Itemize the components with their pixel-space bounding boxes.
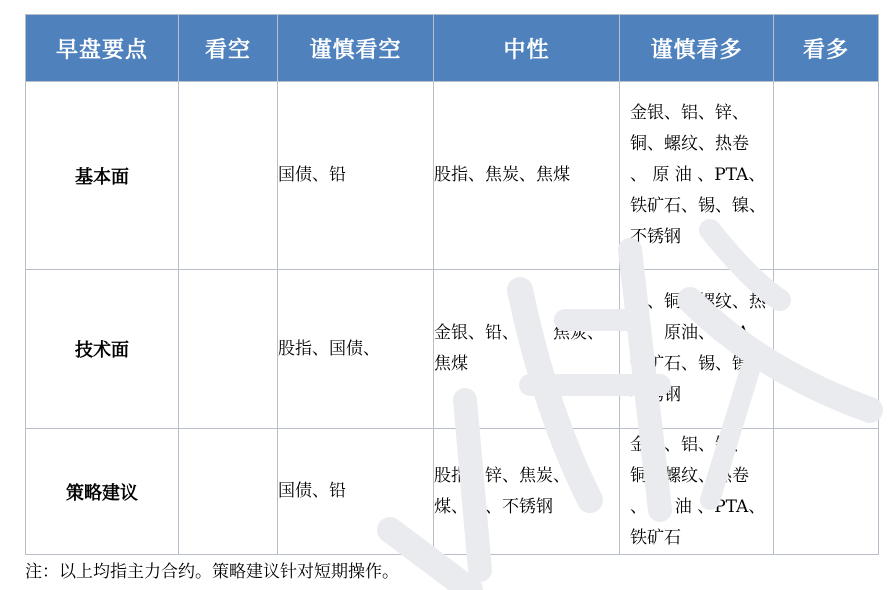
row-label-fundamentals: 基本面	[26, 82, 179, 270]
cell-bearish	[179, 270, 278, 429]
row-label-strategy: 策略建议	[26, 429, 179, 555]
header-cautious-bearish: 谨慎看空	[278, 15, 434, 82]
cell-bullish	[774, 429, 879, 555]
cell-neutral: 股指、锌、焦炭、焦煤、镍、不锈钢	[434, 429, 620, 555]
header-neutral: 中性	[434, 15, 620, 82]
morning-outlook-table	[25, 14, 879, 555]
cell-cautious-bearish: 国债、铅	[278, 429, 434, 555]
header-cautious-bullish: 谨慎看多	[620, 15, 774, 82]
header-morning-points: 早盘要点	[26, 15, 179, 82]
header-bullish: 看多	[774, 15, 879, 82]
footnote: 注：以上均指主力合约。策略建议针对短期操作。	[25, 562, 399, 582]
cell-bearish	[179, 82, 278, 270]
cell-cautious-bearish: 国债、铅	[278, 82, 434, 270]
table-row	[26, 429, 879, 555]
cell-neutral: 金银、铅、锌、焦炭、焦煤	[434, 270, 620, 429]
cell-bearish	[179, 429, 278, 555]
cell-neutral: 股指、焦炭、焦煤	[434, 82, 620, 270]
cell-cautious-bullish: 金银、铝、锡、铜、螺纹、热卷 、 原 油 、PTA、铁矿石	[620, 429, 774, 555]
table-row	[26, 270, 879, 429]
row-label-technicals: 技术面	[26, 270, 179, 429]
table-row	[26, 82, 879, 270]
header-bearish: 看空	[179, 15, 278, 82]
cell-cautious-bullish: 铝、铜、螺纹、热卷、原油、PTA、铁矿石、锡、镍、不锈钢	[620, 270, 774, 429]
cell-cautious-bearish: 股指、国债、	[278, 270, 434, 429]
header-row	[26, 15, 879, 82]
cell-cautious-bullish: 金银、铝、锌、铜、螺纹、热卷 、 原 油 、PTA、铁矿石、锡、镍、不锈钢	[620, 82, 774, 270]
cell-bullish	[774, 270, 879, 429]
cell-bullish	[774, 82, 879, 270]
